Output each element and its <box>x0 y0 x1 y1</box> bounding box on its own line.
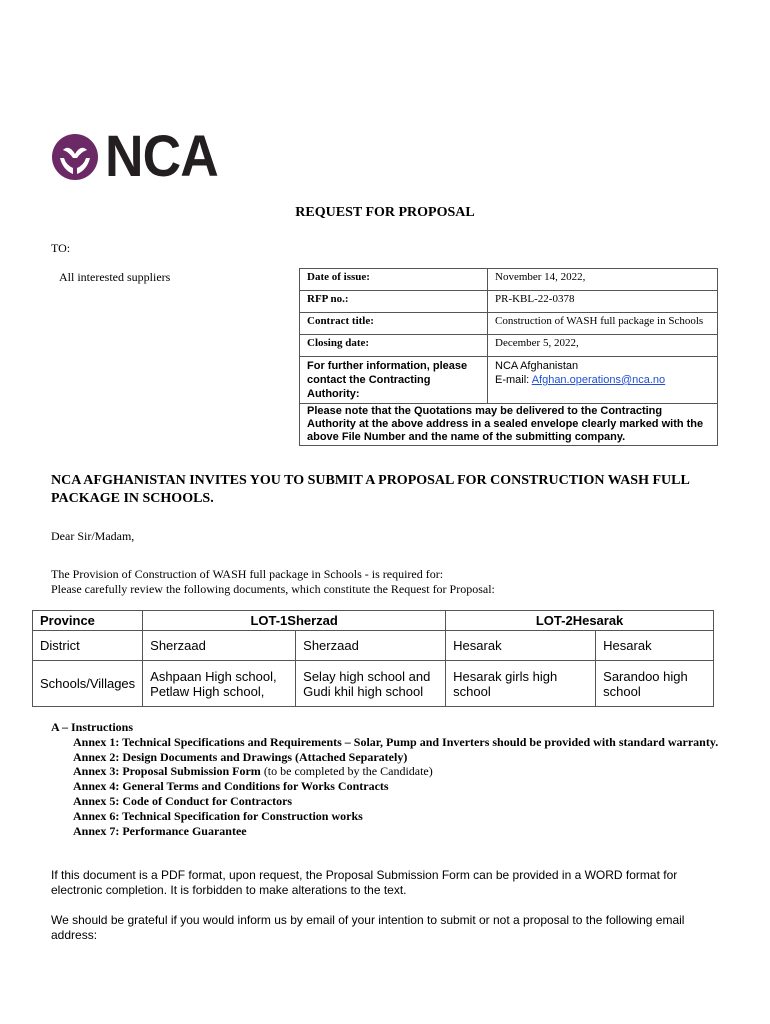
annex-7: Annex 7: Performance Guarantee <box>73 823 247 838</box>
table-row <box>300 357 718 404</box>
schools-cell: Selay high school and Gudi khil high school <box>296 661 446 707</box>
email-prefix: E-mail: <box>495 374 532 386</box>
annex-3 <box>51 764 721 779</box>
logo-text: NCA <box>105 124 218 189</box>
annex-2: Annex 2: Design Documents and Drawings (Attached Separately) <box>73 749 408 764</box>
table-row <box>33 631 714 661</box>
rfp-no-value: PR-KBL-22-0378 <box>488 291 718 313</box>
district-cell: Sherzaad <box>143 631 296 661</box>
annex-4: Annex 4: General Terms and Conditions for Works Contracts <box>73 779 389 794</box>
contract-title-value: Construction of WASH full package in Schools <box>488 313 718 335</box>
invitation-heading: NCA AFGHANISTAN INVITES YOU TO SUBMIT A PROPOSAL FOR CONSTRUCTION WASH FULL PACKAGE IN SCHOOLS. <box>51 473 690 506</box>
lot2-header: LOT-2Hesarak <box>446 611 714 631</box>
table-row <box>300 313 718 335</box>
nca-logo <box>51 124 218 189</box>
rfp-info-table <box>299 268 718 446</box>
annex-list <box>51 720 721 838</box>
annex-3-title: Annex 3: Proposal Submission Form <box>73 764 261 779</box>
intention-note: We should be grateful if you would inform us by email of your intention to submit or not a proposal to the following email address: <box>51 913 685 942</box>
recipient: All interested suppliers <box>59 270 171 284</box>
salutation: Dear Sir/Madam, <box>51 529 135 543</box>
date-of-issue-label: Date of issue: <box>300 269 488 291</box>
provision-line-2: Please carefully review the following documents, which constitute the Request for Proposal: <box>51 582 495 596</box>
province-header: Province <box>33 611 143 631</box>
closing-date-label: Closing date: <box>300 335 488 357</box>
contract-title-label: Contract title: <box>300 313 488 335</box>
email-line <box>495 373 710 387</box>
schools-cell: Sarandoo high school <box>596 661 714 707</box>
email-link[interactable]: Afghan.operations@nca.no <box>531 374 666 386</box>
rfp-no-label: RFP no.: <box>300 291 488 313</box>
annex-6: Annex 6: Technical Specification for Construction works <box>73 808 363 823</box>
table-row <box>33 611 714 631</box>
district-cell: Sherzaad <box>296 631 446 661</box>
contact-org: NCA Afghanistan <box>495 360 579 372</box>
schools-label: Schools/Villages <box>33 661 143 707</box>
date-of-issue-value: November 14, 2022, <box>488 269 718 291</box>
lots-table <box>32 610 714 707</box>
annex-5: Annex 5: Code of Conduct for Contractors <box>73 793 293 808</box>
district-cell: Hesarak <box>446 631 596 661</box>
to-label: TO: <box>51 241 71 255</box>
annex-1: Annex 1: Technical Specifications and Requirements – Solar, Pump and Inverters should be provided with standard warranty. <box>73 734 719 749</box>
pdf-format-note: If this document is a PDF format, upon request, the Proposal Submission Form can be provided in a WORD format for electronic completion. It is forbidden to make alterations to the text. <box>51 868 678 897</box>
table-row <box>300 291 718 313</box>
district-label: District <box>33 631 143 661</box>
further-info-label: For further information, please contact the Contracting Authority: <box>300 357 488 404</box>
document-title: REQUEST FOR PROPOSAL <box>295 205 475 220</box>
delivery-note: Please note that the Quotations may be delivered to the Contracting Authority at the above address in a sealed envelope clearly marked with the above File Number and the name of the submitting company. <box>300 404 718 446</box>
lot1-header: LOT-1Sherzad <box>143 611 446 631</box>
schools-cell: Ashpaan High school, Petlaw High school, <box>143 661 296 707</box>
annex-3-note: (to be completed by the Candidate) <box>260 764 433 779</box>
district-cell: Hesarak <box>596 631 714 661</box>
contact-cell <box>488 357 718 404</box>
table-row <box>300 404 718 446</box>
table-row <box>33 661 714 707</box>
hands-dove-emblem-icon <box>51 128 101 186</box>
instructions-title: A – Instructions <box>51 720 134 734</box>
closing-date-value: December 5, 2022, <box>488 335 718 357</box>
table-row <box>300 335 718 357</box>
schools-cell: Hesarak girls high school <box>446 661 596 707</box>
provision-text <box>51 567 495 597</box>
provision-line-1: The Provision of Construction of WASH full package in Schools - is required for: <box>51 567 444 581</box>
table-row <box>300 269 718 291</box>
